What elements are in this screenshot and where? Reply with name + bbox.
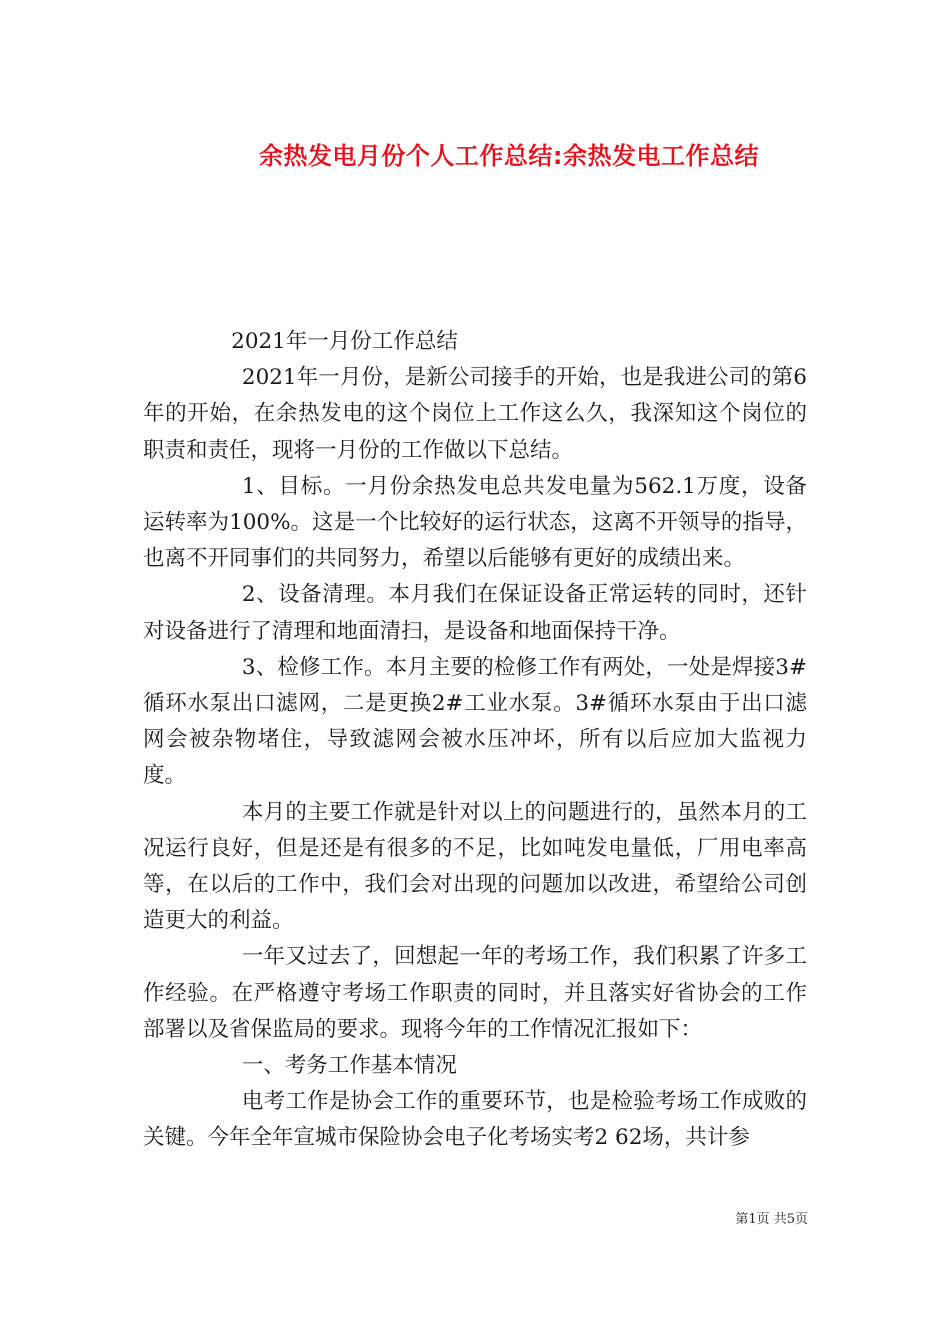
paragraph-exam-year: 一年又过去了，回想起一年的考场工作，我们积累了许多工作经验。在严格遵守考场工作职责的同时，并且落实好省协会的工作部署以及省保监局的要求。现将今年的工作情况汇报如下： [143,944,807,1042]
paragraph-maintenance: 3、检修工作。本月主要的检修工作有两处，一处是焊接3#循环水泵出口滤网，二是更换2#工业水泵。3#循环水泵由于出口滤网会被杂物堵住，导致滤网会被水压冲坏，所有以后应加大监视力度。 [143,654,807,789]
document-body [143,324,807,1157]
paragraph-exam-heading: 一、考务工作基本情况 [241,1053,457,1079]
page-number: 第1页 共5页 [735,1212,808,1227]
paragraph-monthly-summary: 本月的主要工作就是针对以上的问题进行的，虽然本月的工况运行良好，但是还是有很多的不足，比如吨发电量低，厂用电率高等，在以后的工作中，我们会对出现的问题加以改进，希望给公司创造更大的利益。 [143,799,807,934]
paragraph-exam-detail: 电考工作是协会工作的重要环节，也是检验考场工作成败的关键。今年全年宣城市保险协会电子化考场实考2 62场，共计参 [143,1089,807,1151]
paragraph-goal: 1、目标。一月份余热发电总共发电量为562.1万度，设备运转率为100%。这是一个比较好的运行状态，这离不开领导的指导，也离不开同事们的共同努力，希望以后能够有更好的成绩出来。 [143,473,807,572]
paragraph-intro: 2021年一月份，是新公司接手的开始，也是我进公司的第6年的开始，在余热发电的这个岗位上工作这么久，我深知这个岗位的职责和责任，现将一月份的工作做以下总结。 [143,365,807,463]
paragraph-equipment-cleaning: 2、设备清理。本月我们在保证设备正常运转的同时，还针对设备进行了清理和地面清扫，是设备和地面保持干净。 [143,582,807,644]
section-heading: 2021年一月份工作总结 [231,329,458,354]
document-title: 余热发电月份个人工作总结:余热发电工作总结 [258,142,760,170]
